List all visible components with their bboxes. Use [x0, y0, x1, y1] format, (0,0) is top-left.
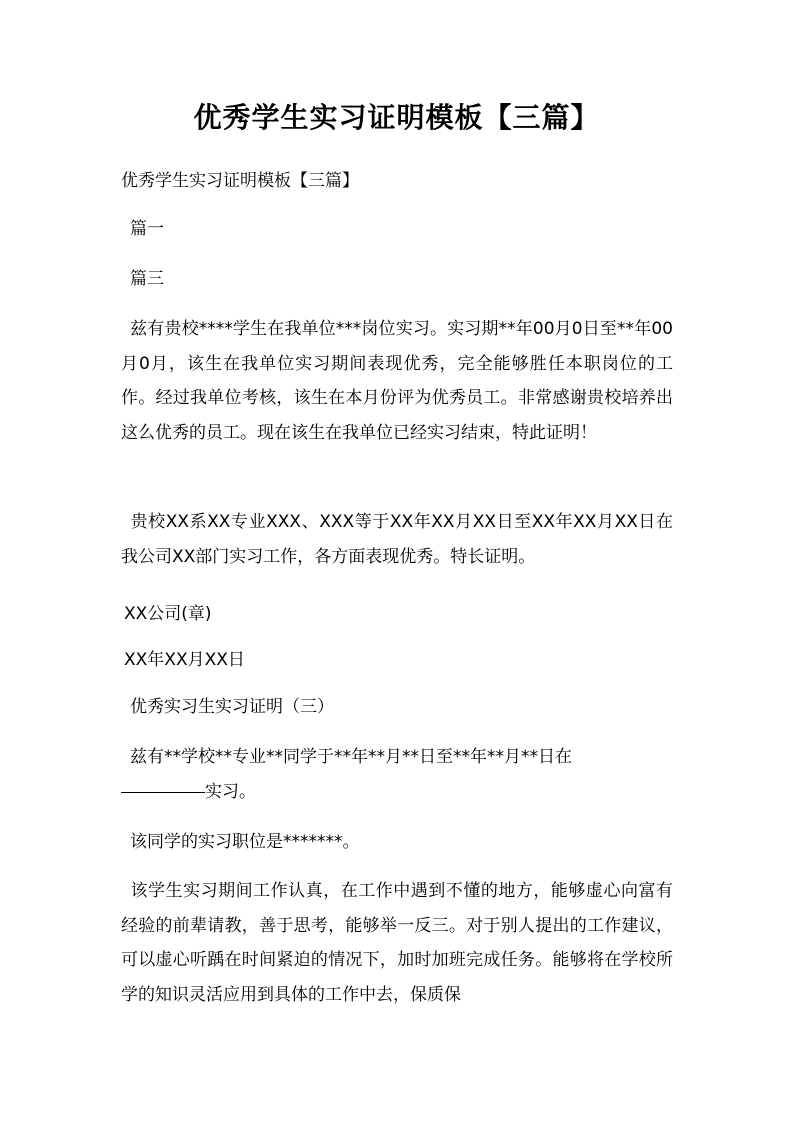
- paragraph-5-text: 该学生实习期间工作认真，在工作中遇到不懂的地方，能够虚心向富有经验的前辈请教，善于思考，能够举一反三。对于别人提出的工作建议，可以虚心听踽在时间紧迫的情况下，加时加班完成任务。能够将在学校所学的知识灵活应用到具体的工作中去，保质保: [121, 881, 673, 1005]
- company-seal-line: XX公司(章): [124, 604, 212, 624]
- paragraph-internship-certificate-2: [121, 505, 673, 574]
- paragraph-3-suffix: 实习。: [205, 781, 256, 802]
- document-subtitle: 优秀学生实习证明模板【三篇】: [121, 171, 359, 191]
- section-heading-3: 篇三: [130, 269, 164, 289]
- paragraph-2-text: 贵校XX系XX专业XXX、XXX等于XX年XX月XX日至XX年XX月XX日在我公司XX部门实习工作，各方面表现优秀。特长证明。: [121, 512, 673, 567]
- document-title: 优秀学生实习证明模板【三篇】: [193, 101, 600, 134]
- paragraph-evaluation: [121, 874, 673, 1012]
- certificate-3-heading: 优秀实习生实习证明（三）: [130, 697, 334, 717]
- section-heading-1: 篇一: [130, 219, 164, 239]
- paragraph-internship-certificate-1: [121, 312, 673, 450]
- paragraph-3-text: 兹有**学校**专业**同学于**年**月**日至**年**月**日在: [130, 747, 572, 767]
- date-line: XX年XX月XX日: [124, 650, 245, 670]
- fill-in-blank: [121, 791, 205, 793]
- paragraph-position: 该同学的实习职位是*******。: [130, 832, 360, 852]
- paragraph-1-text: 兹有贵校****学生在我单位***岗位实习。实习期**年00月0日至**年00月0月，该生在我单位实习期间表现优秀，完全能够胜任本职岗位的工作。经过我单位考核，该生在本月份评为优秀员工。非常感谢贵校培养出这么优秀的员工。现在该生在我单位已经实习结束，特此证明！: [121, 319, 673, 443]
- paragraph-internship-certificate-3: [121, 740, 673, 809]
